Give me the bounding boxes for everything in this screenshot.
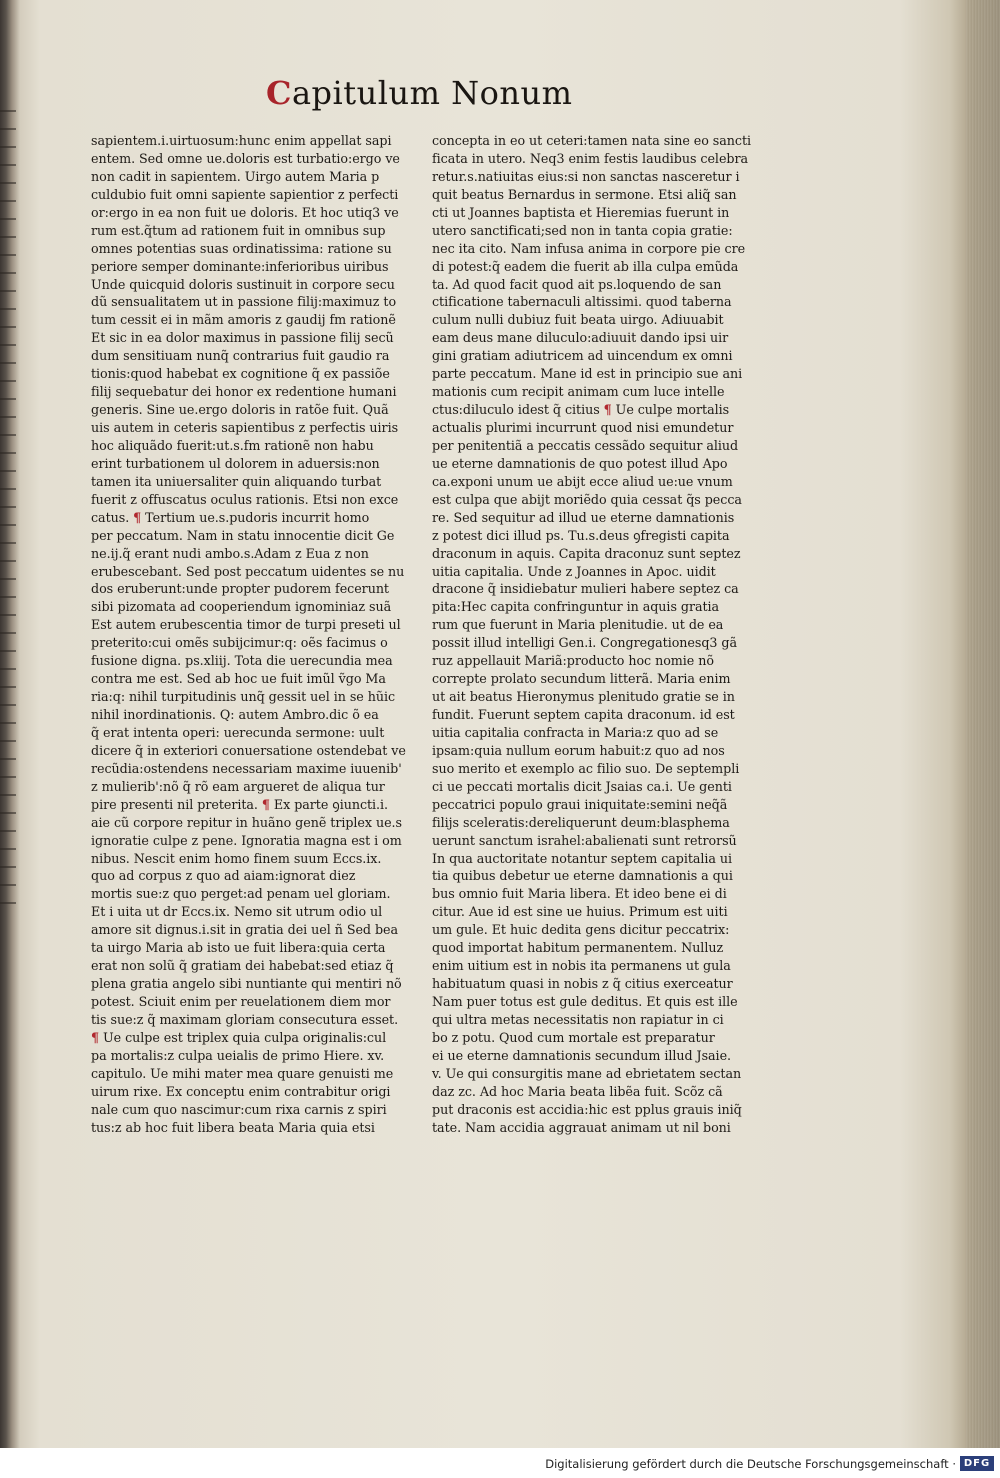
text-line: ficata in utero. Neq3 enim festis laudibus celebra [432, 150, 749, 166]
text-line: culdubio fuit omni sapiente sapientior z perfecti [91, 186, 399, 202]
text-line: daz zc. Ad hoc Maria beata libẽa fuit. Scõz cã [432, 1083, 723, 1099]
text-line: ruz appellauit Mariã:producto hoc nomie nõ [432, 653, 714, 669]
text-line: ne.ij.q̃ erant nudi ambo.s.Adam z Eua z non [91, 545, 369, 561]
text-line: re. Sed sequitur ad illud ue eterne damnationis [432, 509, 735, 525]
chapter-title-initial: C [266, 74, 292, 112]
text-line: dum sensitiuam nunq̃ contrarius fuit gaudio ra [91, 348, 390, 364]
text-line: um gule. Et huic dedita gens dicitur peccatrix: [432, 922, 730, 938]
text-line: z mulierib':nõ q̃ rõ eam argueret de aliqua tur [91, 778, 385, 794]
text-line: hoc aliquãdo fuerit:ut.s.fm rationẽ non habu [91, 437, 374, 453]
text-line: nihil inordinationis. Q: autem Ambro.dic õ ea [91, 707, 379, 722]
text-line: uerunt sanctum israhel:abalienati sunt retrorsũ [432, 832, 737, 848]
text-line: ca.exponi unum ue abijt ecce aliud ue:ue vnum [432, 473, 733, 489]
text-line: quo ad corpus z quo ad aiam:ignorat diez [91, 868, 356, 884]
text-line: ignoratie culpe z pene. Ignoratia magna est i om [91, 832, 402, 848]
text-line: ta uirgo Maria ab isto ue fuit libera:quia certa [91, 940, 386, 956]
text-line: pita:Hec capita confringuntur in aquis gratia [432, 599, 720, 615]
text-line: tis sue:z q̃ maximam gloriam consecutura esset. [91, 1011, 399, 1027]
text-line: ria:q: nihil turpitudinis unq̃ gessit uel in se hũic [91, 689, 396, 705]
text-line: cti ut Joannes baptista et Hieremias fuerunt in [432, 204, 730, 220]
text-line: concepta in eo ut ceteri:tamen nata sine eo sancti [432, 133, 752, 148]
text-line: recũdia:ostendens necessariam maxime iuuenib' [91, 760, 402, 776]
text-line: aie cũ corpore repitur in huãno genẽ triplex ue.s [91, 814, 402, 830]
text-line: preterito:cui omẽs subijcimur:q: oẽs facimus o [91, 635, 388, 651]
text-line: erubescebant. Sed post peccatum uidentes se nu [91, 563, 405, 579]
rubric-mark: ¶ [261, 796, 270, 812]
text-line: nibus. Nescit enim homo finem suum Eccs.ix. [91, 850, 382, 866]
book-page [18, 0, 968, 1448]
text-line: utero sanctificati;sed non in tanta copia gratie: [432, 222, 733, 238]
text-line: tionis:quod habebat ex cognitione q̃ ex passiõe [91, 366, 390, 382]
text-line: tamen ita uniuersaliter quin aliquando turbat [91, 473, 382, 489]
dfg-logo: DFG [960, 1456, 994, 1471]
text-line: catus. ¶ Tertium ue.s.pudoris incurrit homo [91, 509, 370, 525]
text-line: actualis plurimi incurrunt quod nisi emundetur [432, 420, 734, 435]
text-line: mortis sue:z quo perget:ad penam uel gloriam. [91, 886, 391, 902]
text-line: put draconis est accidia:hic est pplus grauis iniq̃ [432, 1101, 742, 1117]
text-line: fusione digna. ps.xliij. Tota die uerecundia mea [91, 653, 393, 669]
text-line: fuerit z offuscatus oculus rationis. Etsi non exce [91, 491, 399, 507]
text-line: sapientem.i.uirtuosum:hunc enim appellat sapi [91, 133, 392, 148]
text-line: or:ergo in ea non fuit ue doloris. Et hoc utiq3 ve [91, 204, 399, 220]
text-line: tate. Nam accidia aggrauat animam ut nil boni [432, 1119, 731, 1135]
text-line: ei ue eterne damnationis secundum illud Jsaie. [432, 1047, 732, 1063]
text-line: sibi pizomata ad cooperiendum ignominiaz suã [91, 599, 392, 615]
text-line: ci ue peccati mortalis dicit Jsaias ca.i. Ue genti [432, 778, 732, 794]
text-line: z potest dici illud ps. Tu.s.deus ꝯfregisti capita [432, 527, 730, 543]
text-line: qui ultra metas necessitatis non rapiatur in ci [432, 1011, 724, 1027]
text-line: uis autem in ceteris sapientibus z perfectis uiris [91, 420, 399, 435]
text-line: filij sequebatur dei honor ex redentione humani [91, 384, 397, 400]
page-stack-edge [966, 0, 1000, 1448]
text-line: filijs sceleratis:dereliquerunt deum:blasphema [432, 814, 730, 830]
text-line: uirum rixe. Ex conceptu enim contrabitur origi [91, 1083, 391, 1099]
text-line: erat non solũ q̃ gratiam dei habebat:sed etiaz q̃ [91, 958, 394, 974]
text-line: In qua auctoritate notantur septem capitalia ui [432, 850, 733, 866]
text-line: generis. Sine ue.ergo doloris in ratõe fuit. Quã [91, 402, 389, 418]
text-line: erint turbationem ul dolorem in aduersis:non [91, 455, 380, 471]
text-line: fundit. Fuerunt septem capita draconum. id est [432, 707, 735, 722]
text-line: capitulo. Ue mihi mater mea quare genuisti me [91, 1065, 394, 1081]
text-line: habituatum quasi in nobis z q̃ citius exerceatur [432, 976, 733, 992]
digitization-footer [0, 1448, 1000, 1478]
text-line: nale cum quo nascimur:cum rixa carnis z spiri [91, 1101, 387, 1117]
text-line: mationis cum recipit animam cum luce intelle [432, 384, 725, 400]
text-line: ctus:diluculo idest q̃ citius ¶ Ue culpe mortalis [432, 402, 730, 418]
text-line: dos eruberunt:unde propter pudorem fecerunt [91, 581, 389, 597]
text-line: peccatrici populo graui iniquitate:semini neq̃ã [432, 796, 728, 812]
text-line: v. Ue qui consurgitis mane ad ebrietatem sectan [432, 1065, 742, 1081]
text-line: Unde quicquid doloris sustinuit in corpore secu [91, 276, 395, 292]
text-line: entem. Sed omne ue.doloris est turbatio:ergo ve [91, 150, 400, 166]
text-line: pire presenti nil preterita. ¶ Ex parte ꝯiuncti.i. [91, 796, 389, 812]
text-line: uitia capitalia. Unde z Joannes in Apoc. uidit [432, 563, 716, 579]
text-line: dũ sensualitatem ut in passione filij:maximuz to [91, 294, 397, 310]
text-line: dracone q̃ insidiebatur mulieri habere septez ca [432, 581, 739, 597]
text-line: Est autem erubescentia timor de turpi preseti ul [91, 617, 401, 633]
text-line: suo merito et exemplo ac filio suo. De septempli [432, 760, 740, 776]
text-line: potest. Sciuit enim per reuelationem diem mor [91, 994, 391, 1009]
text-line: retur.s.natiuitas eius:si non sanctas nasceretur i [432, 168, 740, 184]
text-column-right [432, 132, 752, 1135]
binding-edge [0, 110, 16, 910]
text-line: omnes potentias suas ordinatissima: ratione su [91, 240, 392, 256]
text-line: tus:z ab hoc fuit libera beata Maria quia etsi [91, 1119, 375, 1135]
text-line: tia quibus debetur ue eterne damnationis a qui [432, 868, 733, 884]
text-line: tum cessit ei in mãm amoris z gaudij fm rationẽ [91, 312, 396, 328]
footer-credit: Digitalisierung gefördert durch die Deutsche Forschungsgemeinschaft · [545, 1457, 956, 1471]
chapter-title [266, 72, 573, 114]
text-line: bus omnio fuit Maria libera. Et ideo bene ei di [432, 886, 727, 902]
text-column-left [91, 132, 406, 1135]
text-line: Nam puer totus est gule deditus. Et quis est ille [432, 994, 738, 1009]
text-line: uitia capitalia confracta in Maria:z quo ad se [432, 724, 719, 740]
text-line: ipsam:quia nullum eorum habuit:z quo ad nos [432, 742, 725, 758]
text-line: per penitentiã a peccatis cessãdo sequitur aliud [432, 437, 739, 453]
text-line: ta. Ad quod facit quod ait ps.loquendo de san [432, 276, 722, 292]
text-line: ue eterne damnationis de quo potest illud Apo [432, 455, 728, 471]
text-line: pa mortalis:z culpa ueialis de primo Hiere. xv. [91, 1047, 385, 1063]
rubric-mark: ¶ [603, 402, 612, 418]
text-line: ut ait beatus Hieronymus plenitudo gratie se in [432, 689, 735, 705]
text-line: enim uitium est in nobis ita permanens ut gula [432, 958, 731, 974]
text-line: amore sit dignus.i.sit in gratia dei uel ñ Sed bea [91, 922, 399, 938]
text-line: gini gratiam adiutricem ad uincendum ex omni [432, 348, 733, 364]
text-line: nec ita cito. Nam infusa anima in corpore pie cre [432, 240, 746, 256]
text-line: Et sic in ea dolor maximus in passione filij secũ [91, 330, 394, 346]
text-line: quod importat habitum permanentem. Nulluz [432, 940, 724, 956]
text-line: bo z potu. Quod cum mortale est preparatur [432, 1029, 715, 1045]
text-line: periore semper dominante:inferioribus uiribus [91, 258, 389, 274]
text-line: q̃ erat intenta operi: uerecunda sermone: uult [91, 724, 385, 740]
text-line: parte peccatum. Mane id est in principio sue ani [432, 366, 743, 382]
text-line: di potest:q̃ eadem die fuerit ab illa culpa emũda [432, 258, 739, 274]
text-line: per peccatum. Nam in statu innocentie dicit Ge [91, 527, 395, 543]
text-line: plena gratia angelo sibi nuntiante qui mentiri nõ [91, 976, 402, 992]
rubric-mark: ¶ [133, 509, 142, 525]
text-line: rum que fuerunt in Maria plenitudie. ut de ea [432, 617, 724, 633]
text-line: quit beatus Bernardus in sermone. Etsi aliq̃ san [432, 186, 737, 202]
rubric-mark: ¶ [91, 1029, 100, 1045]
text-line: non cadit in sapientem. Uirgo autem Maria p [91, 168, 380, 184]
chapter-title-rest: apitulum Nonum [291, 74, 573, 112]
text-line: Et i uita ut dr Eccs.ix. Nemo sit utrum odio ul [91, 904, 383, 920]
text-line: culum nulli dubiuz fuit beata uirgo. Adiuuabit [432, 312, 724, 328]
text-line: rum est.q̃tum ad rationem fuit in omnibus sup [91, 222, 386, 238]
text-line: ctificatione tabernaculi altissimi. quod taberna [432, 294, 732, 310]
text-line: contra me est. Sed ab hoc ue fuit imũl ṽgo Ma [91, 671, 386, 687]
text-line: correpte prolato secundum litterã. Maria enim [432, 671, 731, 687]
text-line: ¶ Ue culpe est triplex quia culpa originalis:cul [91, 1029, 387, 1045]
text-line: draconum in aquis. Capita draconuz sunt septez [432, 545, 741, 561]
text-line: possit illud intelligi Gen.i. Congregationesq3 gã [432, 635, 738, 651]
text-line: est culpa que abijt moriẽdo quia cessat q̃s pecca [432, 491, 742, 507]
text-line: eam deus mane diluculo:adiuuit dando ipsi uir [432, 330, 729, 346]
text-line: dicere q̃ in exteriori conuersatione ostendebat ve [91, 742, 406, 758]
text-line: citur. Aue id est sine ue huius. Primum est uiti [432, 904, 728, 920]
